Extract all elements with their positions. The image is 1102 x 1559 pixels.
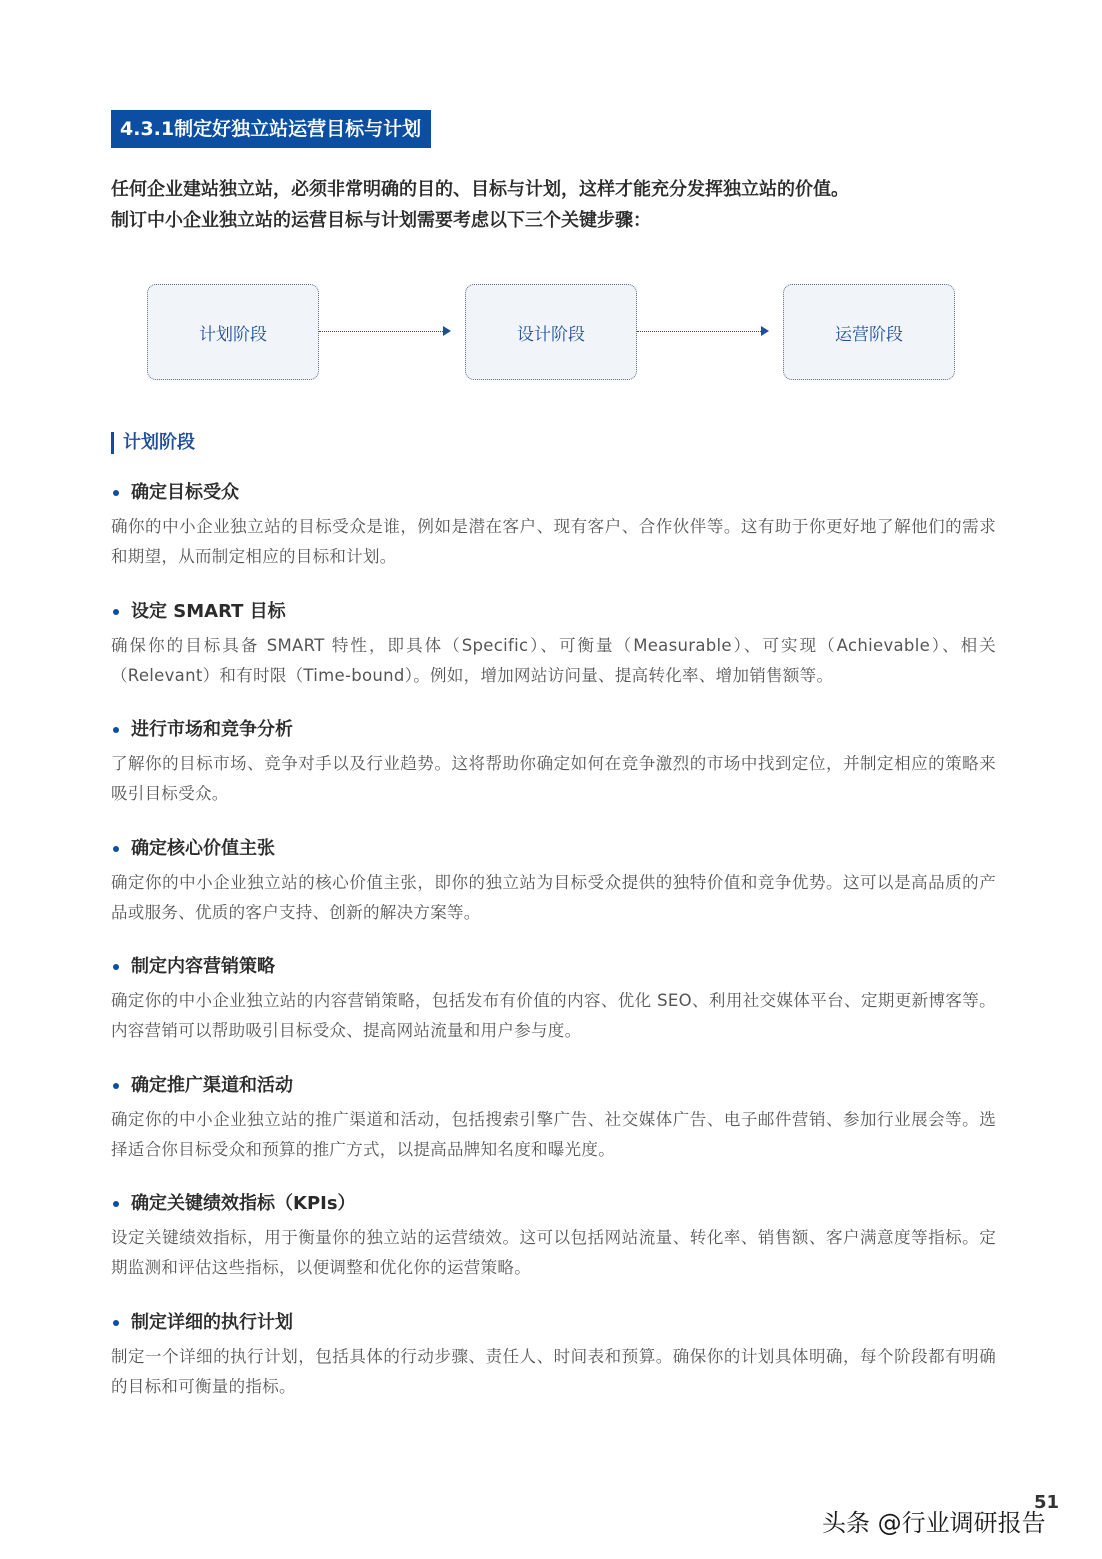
arrow-right-icon <box>319 331 447 332</box>
item-description: 确定你的中小企业独立站的核心价值主张，即你的独立站为目标受众提供的独特价值和竞争优势。这可以是高品质的产品或服务、优质的客户支持、创新的解决方案等。 <box>111 872 996 922</box>
item-title: 设定 SMART 目标 <box>131 600 286 622</box>
item-title: 确定核心价值主张 <box>131 837 275 859</box>
item-description: 确保你的目标具备 SMART 特性，即具体（Specific）、可衡量（Measurable）、可实现（Achievable）、相关（Relevant）和有时限（Time-bound）。例如，增加网站访问量、提高转化率、增加销售额等。 <box>111 635 996 685</box>
bullet-icon <box>113 727 119 733</box>
bullet-icon <box>113 1083 119 1089</box>
list-item <box>111 1190 996 1309</box>
item-description: 确定你的中小企业独立站的内容营销策略，包括发布有价值的内容、优化 SEO、利用社交媒体平台、定期更新博客等。内容营销可以帮助吸引目标受众、提高网站流量和用户参与度。 <box>111 991 996 1040</box>
bullet-icon <box>113 1201 119 1207</box>
item-description: 确你的中小企业独立站的目标受众是谁，例如是潜在客户、现有客户、合作伙伴等。这有助于你更好地了解他们的需求和期望，从而制定相应的目标和计划。 <box>111 517 996 566</box>
item-title: 确定目标受众 <box>131 482 239 503</box>
item-title: 确定关键绩效指标（KPIs） <box>131 1193 356 1214</box>
bullet-icon <box>113 490 119 496</box>
flow-step-planning: 计划阶段 <box>147 284 319 380</box>
page-number: 51 <box>1034 1492 1060 1513</box>
subsection-heading: 计划阶段 <box>111 432 195 454</box>
item-description: 了解你的目标市场、竞争对手以及行业趋势。这将帮助你确定如何在竞争激烈的市场中找到定位，并制定相应的策略来吸引目标受众。 <box>111 754 996 803</box>
bullet-icon <box>113 964 119 970</box>
section-title: 4.3.1制定好独立站运营目标与计划 <box>111 110 431 148</box>
list-item <box>111 479 996 598</box>
intro-line-2: 制订中小企业独立站的运营目标与计划需要考虑以下三个关键步骤： <box>111 210 651 231</box>
bullet-icon <box>113 846 119 852</box>
item-title: 进行市场和竞争分析 <box>131 719 293 740</box>
list-item <box>111 716 996 835</box>
list-item <box>111 1309 996 1428</box>
list-item <box>111 835 996 954</box>
flow-step-design: 设计阶段 <box>465 284 637 380</box>
list-item <box>111 598 996 717</box>
list-item <box>111 1072 996 1191</box>
flow-step-operation: 运营阶段 <box>783 284 955 380</box>
stage-flow-diagram <box>147 284 955 380</box>
intro-paragraph <box>111 174 1011 236</box>
list-item <box>111 953 996 1072</box>
item-title: 确定推广渠道和活动 <box>131 1074 293 1096</box>
bullet-icon <box>113 1320 119 1326</box>
item-description: 制定一个详细的执行计划，包括具体的行动步骤、责任人、时间表和预算。确保你的计划具体明确，每个阶段都有明确的目标和可衡量的指标。 <box>111 1346 996 1396</box>
item-description: 确定你的中小企业独立站的推广渠道和活动，包括搜索引擎广告、社交媒体广告、电子邮件营销、参加行业展会等。选择适合你目标受众和预算的推广方式，以提高品牌知名度和曝光度。 <box>111 1109 996 1159</box>
item-title: 制定详细的执行计划 <box>131 1311 293 1333</box>
item-title: 制定内容营销策略 <box>131 956 275 977</box>
arrow-right-icon <box>637 331 765 332</box>
planning-steps-list <box>111 479 996 1427</box>
intro-line-1: 任何企业建站独立站，必须非常明确的目的、目标与计划，这样才能充分发挥独立站的价值。 <box>111 179 849 200</box>
watermark: 头条 @行业调研报告 <box>822 1509 1046 1537</box>
item-description: 设定关键绩效指标，用于衡量你的独立站的运营绩效。这可以包括网站流量、转化率、销售额、客户满意度等指标。定期监测和评估这些指标，以便调整和优化你的运营策略。 <box>111 1228 996 1277</box>
bullet-icon <box>113 609 119 615</box>
